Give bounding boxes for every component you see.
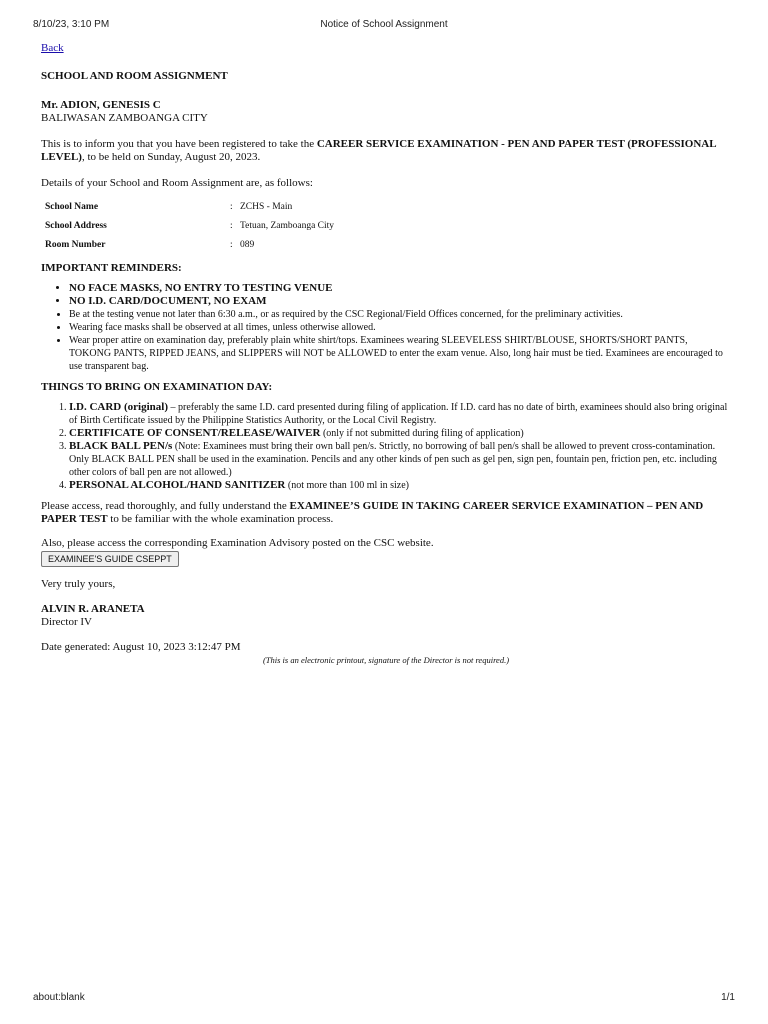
guide-prefix: Please access, read thoroughly, and fully understand the xyxy=(41,500,290,512)
closing-text: Very truly yours, xyxy=(41,578,116,590)
detail-label: School Name xyxy=(45,202,99,212)
detail-separator: : xyxy=(230,202,233,212)
detail-row xyxy=(45,198,334,217)
detail-label: Room Number xyxy=(45,240,106,250)
bring-item xyxy=(69,440,731,479)
signatory-name: ALVIN R. ARANETA xyxy=(41,603,145,615)
bring-item-title: I.D. CARD (original) xyxy=(69,401,168,413)
detail-row xyxy=(45,217,334,236)
print-page-number: 1/1 xyxy=(721,992,735,1003)
assignment-details-table xyxy=(45,198,334,255)
bring-item-title: BLACK BALL PEN/s xyxy=(69,440,173,452)
bring-item-text: (only if not submitted during filing of application) xyxy=(320,428,524,439)
reminder-item: • NO FACE MASKS, NO ENTRY TO TESTING VENUE xyxy=(69,282,731,295)
detail-value: ZCHS - Main xyxy=(240,202,293,212)
notice-content xyxy=(41,42,731,667)
intro-suffix: , to be held on Sunday, August 20, 2023. xyxy=(81,151,261,163)
examinee-address: BALIWASAN ZAMBOANGA CITY xyxy=(41,112,208,124)
detail-value: 089 xyxy=(240,240,255,250)
reminder-item: • NO I.D. CARD/DOCUMENT, NO EXAM xyxy=(69,295,731,308)
detail-value: Tetuan, Zamboanga City xyxy=(240,221,335,231)
exam-name: CAREER SERVICE EXAMINATION - PEN AND PAPER TEST (PROFESSIONAL LEVEL) xyxy=(41,138,716,163)
bring-item-title: CERTIFICATE OF CONSENT/RELEASE/WAIVER xyxy=(69,427,321,439)
guide-name: EXAMINEE’S GUIDE IN TAKING CAREER SERVICE EXAMINATION – PEN AND PAPER TEST xyxy=(41,500,704,525)
detail-separator: : xyxy=(230,221,233,231)
bring-item xyxy=(69,479,731,492)
intro-prefix: This is to inform you that you have been registered to take the xyxy=(41,138,317,150)
reminders-title: IMPORTANT REMINDERS: xyxy=(41,262,182,274)
bring-item-text: (Note: Examinees must bring their own ball pen/s. Strictly, no borrowing of ball pen/s shall be allowed to prevent cross-contamination. Only BLACK BALL PEN shall be used in the examination. Pencils and any other kinds of pen such as gel pen, sign pen, fountain pen, friction pen, etc. including other colors of ball pen are not allowed.) xyxy=(69,441,717,478)
detail-row xyxy=(45,236,334,255)
bring-item-text: (not more than 100 ml in size) xyxy=(285,480,409,491)
bring-item xyxy=(69,401,731,427)
advisory-text: Also, please access the corresponding Examination Advisory posted on the CSC website. xyxy=(41,537,434,549)
reminder-item: • Be at the testing venue not later than 6:30 a.m., or as required by the CSC Regional/Field Offices concerned, for the preliminary activities. xyxy=(69,308,731,321)
bring-item-text: – preferably the same I.D. card presented during filing of application. If I.D. card has no date of birth, examinees should also bring original of Birth Certificate issued by the Philippine Statistics Authority, or the Local Civil Registry. xyxy=(69,402,728,426)
bring-list xyxy=(41,401,731,492)
reminder-item: • Wear proper attire on examination day, preferably plain white shirt/tops. Examinees wearing SLEEVELESS SHIRT/BLOUSE, SHORTS/SHORT PANTS, TOKONG PANTS, RIPPED JEANS, and SLIPPERS will NOT be ALLOWED to enter the exam venue. Also, long hair must be tied. Examinees are encouraged to use transparent bag. xyxy=(69,334,731,373)
bring-item xyxy=(69,427,731,440)
bring-item-title: PERSONAL ALCOHOL/HAND SANITIZER xyxy=(69,479,286,491)
guide-suffix: to be familiar with the whole examination process. xyxy=(107,513,334,525)
reminders-list xyxy=(41,282,731,373)
printout-note: (This is an electronic printout, signature of the Director is not required.) xyxy=(262,655,510,665)
details-intro: Details of your School and Room Assignment are, as follows: xyxy=(41,177,313,189)
intro-paragraph xyxy=(41,138,731,164)
examinee-name: Mr. ADION, GENESIS C xyxy=(41,99,161,111)
print-datetime: 8/10/23, 3:10 PM xyxy=(33,19,110,30)
examinee-guide-button[interactable]: EXAMINEE'S GUIDE CSEPPT xyxy=(41,551,179,567)
signatory-title: Director IV xyxy=(41,616,93,628)
print-title: Notice of School Assignment xyxy=(320,19,448,30)
guide-paragraph xyxy=(41,500,731,526)
print-url: about:blank xyxy=(33,992,85,1003)
print-footer xyxy=(0,992,768,1006)
detail-label: School Address xyxy=(45,221,107,231)
detail-separator: : xyxy=(230,240,233,250)
reminder-item: • Wearing face masks shall be observed at all times, unless otherwise allowed. xyxy=(69,321,731,334)
bring-title: THINGS TO BRING ON EXAMINATION DAY: xyxy=(41,381,273,393)
page-heading: SCHOOL AND ROOM ASSIGNMENT xyxy=(41,70,228,82)
date-generated: Date generated: August 10, 2023 3:12:47 PM xyxy=(41,641,241,653)
back-link[interactable]: Back xyxy=(41,42,64,54)
print-header xyxy=(0,19,768,33)
